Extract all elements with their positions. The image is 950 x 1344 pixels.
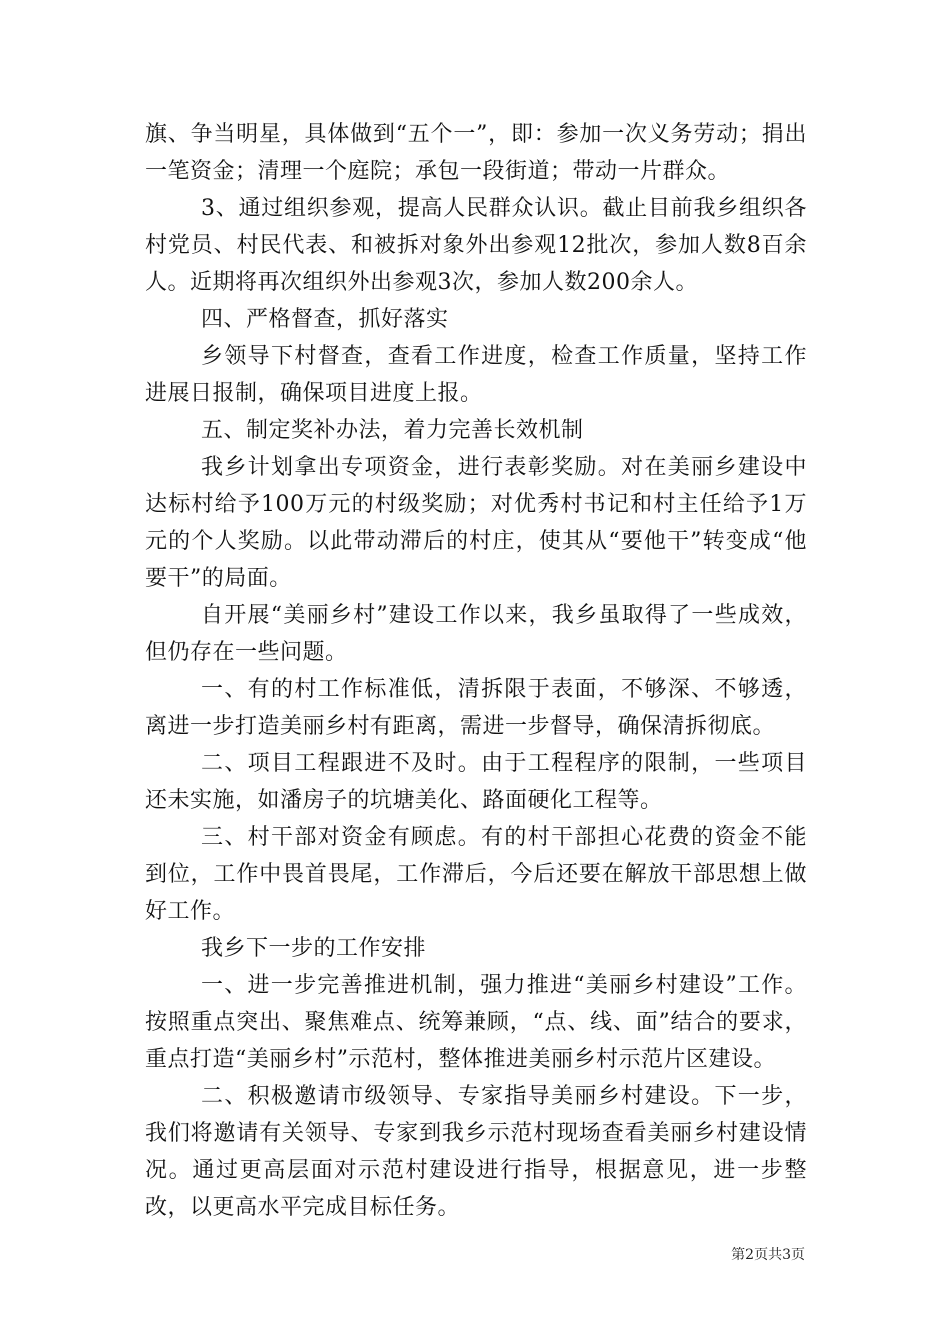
problem-item-1: 一、有的村工作标准低，清拆限于表面，不够深、不够透，离进一步打造美丽乡村有距离，需进一步督导，确保清拆彻底。: [145, 677, 807, 739]
problem-item-2: 二、项目工程跟进不及时。由于工程程序的限制，一些项目还未实施，如潘房子的坑塘美化、路面硬化工程等。: [145, 751, 807, 813]
page-number-footer: 第2页共3页: [731, 1247, 805, 1263]
paragraph-4: 我乡计划拿出专项资金，进行表彰奖励。对在美丽乡建设中达标村给予100万元的村级奖励；对优秀村书记和村主任给予1万元的个人奖励。以此带动滞后的村庄，使其从“要他干”转变成“他要干”的局面。: [145, 455, 807, 591]
section-heading-5: 五、制定奖补办法，着力完善长效机制: [201, 418, 584, 443]
paragraph-5: 自开展“美丽乡村”建设工作以来，我乡虽取得了一些成效，但仍存在一些问题。: [145, 603, 807, 665]
next-step-item-2: 二、积极邀请市级领导、专家指导美丽乡村建设。下一步，我们将邀请有关领导、专家到我乡示范村现场查看美丽乡村建设情况。通过更高层面对示范村建设进行指导，根据意见，进一步整改，以更高水平完成目标任务。: [145, 1084, 807, 1220]
paragraph-1: 旗、争当明星，具体做到“五个一”，即：参加一次义务劳动；捐出一笔资金；清理一个庭院；承包一段街道；带动一片群众。: [145, 122, 807, 184]
section-heading-4: 四、严格督查，抓好落实: [201, 307, 449, 332]
problem-item-3: 三、村干部对资金有顾虑。有的村干部担心花费的资金不能到位，工作中畏首畏尾，工作滞后，今后还要在解放干部思想上做好工作。: [145, 825, 807, 924]
next-steps-heading: 我乡下一步的工作安排: [201, 936, 427, 961]
next-step-item-1: 一、进一步完善推进机制，强力推进“美丽乡村建设”工作。按照重点突出、聚焦难点、统筹兼顾，“点、线、面”结合的要求，重点打造“美丽乡村”示范村，整体推进美丽乡村示范片区建设。: [145, 973, 807, 1072]
paragraph-2: 3、通过组织参观，提高人民群众认识。截止目前我乡组织各村党员、村民代表、和被拆对象外出参观12批次，参加人数8百余人。近期将再次组织外出参观3次，参加人数200余人。: [145, 196, 807, 295]
paragraph-3: 乡领导下村督查，查看工作进度，检查工作质量，坚持工作进展日报制，确保项目进度上报。: [145, 344, 807, 406]
document-body: [145, 116, 807, 1226]
